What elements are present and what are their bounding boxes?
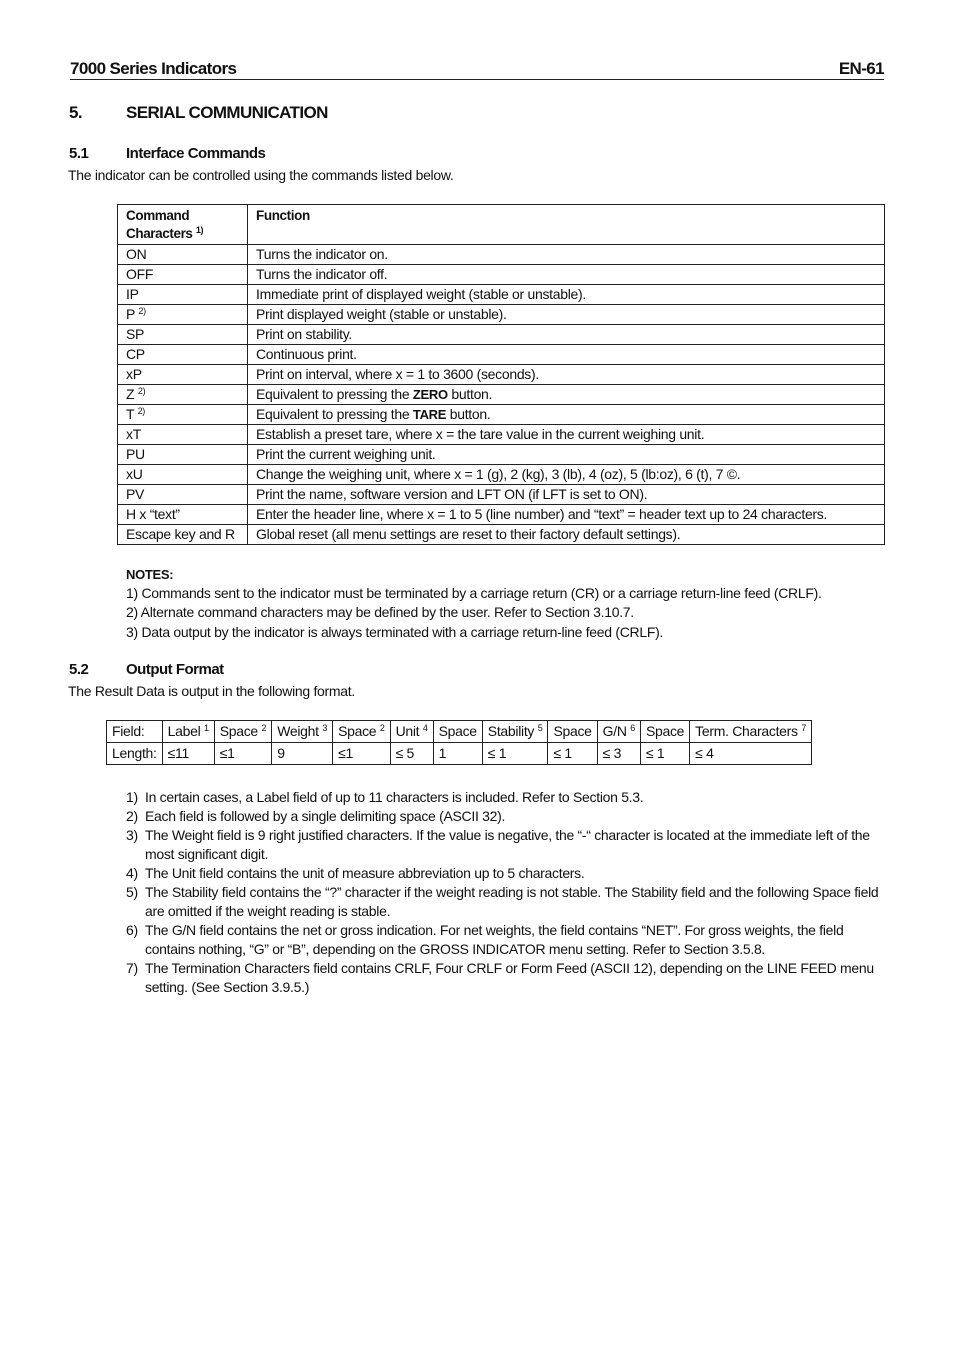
format-length-cell: ≤ 4 [690,743,812,765]
format-length-cell: 9 [272,743,333,765]
footnote-marker: 2) [137,406,145,416]
command-characters: Escape key and R [126,526,235,542]
function-cell [248,505,885,525]
table-row [118,325,885,345]
format-field-label: Weight [277,723,319,739]
format-field-label: G/N [602,723,627,739]
function-cell [248,465,885,485]
note-item: 1) Commands sent to the indicator must be terminated by a carriage return (CR) or a carriage return-line feed (CRLF). [126,585,822,601]
command-characters: SP [126,326,145,342]
function-description: Turns the indicator off. [256,266,388,282]
function-description: Equivalent to pressing the [256,406,410,422]
format-footnotes [126,788,886,997]
footnote-marker: 2) [138,306,146,316]
footnote-number: 3) [126,827,138,843]
footnote-item [126,864,886,883]
notes-heading [126,565,173,585]
button-keyword: TARE [412,407,447,422]
footnote-number: 1) [126,789,138,805]
function-cell [248,245,885,265]
function-description: Print the name, software version and LFT ON (if LFT is set to ON). [256,486,648,502]
table-row [118,405,885,425]
button-keyword: ZERO [412,387,448,402]
format-length-cell: ≤ 1 [482,743,548,765]
function-cell [248,405,885,425]
footnote-number: 5) [126,884,138,900]
format-length-cell: 1 [433,743,482,765]
function-cell [248,365,885,385]
table-row [118,525,885,545]
subsection-number: 5.1 [69,145,89,162]
function-description: Global reset (all menu settings are reset to their factory default settings). [256,526,681,542]
format-length-cell: ≤ 1 [640,743,689,765]
footnote-item [126,959,886,997]
format-length-cell: ≤ 3 [597,743,640,765]
table-row [118,445,885,465]
footnote-text: The Termination Characters field contains CRLF, Four CRLF or Form Feed (ASCII 12), depending on the LINE FEED menu setting. (See Section 3.9.5.) [145,960,874,995]
footnote-number: 6) [126,922,138,938]
running-header [70,58,884,80]
command-cell [118,445,248,465]
function-description: Enter the header line, where x = 1 to 5 (line number) and “text” = header text up to 24 characters. [256,506,828,522]
section-heading [69,103,328,123]
footnote-text: The Unit field contains the unit of measure abbreviation up to 5 characters. [145,865,585,881]
function-description: Print on interval, where x = 1 to 3600 (seconds). [256,366,539,382]
section-number: 5. [69,103,82,122]
function-cell [248,305,885,325]
function-description: Print the current weighing unit. [256,446,436,462]
format-length-cell: ≤1 [214,743,272,765]
command-cell [118,465,248,485]
format-field-label: Space [553,723,592,739]
format-length-cell: ≤ 5 [390,743,433,765]
function-description: Print on stability. [256,326,352,342]
command-characters: PV [126,486,145,502]
format-field-cell [482,721,548,743]
section-title: SERIAL COMMUNICATION [126,103,328,122]
footnote-marker: 5 [537,723,543,733]
format-length-cell: Length: [107,743,163,765]
command-cell [118,345,248,365]
format-field-label: Field: [112,723,145,739]
footnote-item [126,921,886,959]
footnote-text: Each field is followed by a single delimiting space (ASCII 32). [145,808,506,824]
table-row [118,365,885,385]
subsection-heading-5-1 [69,145,265,162]
format-field-label: Term. Characters [695,723,798,739]
output-format-intro: The Result Data is output in the following format. [68,683,355,699]
subsection-title: Interface Commands [126,145,266,162]
table-row [118,485,885,505]
footnote-item [126,826,886,864]
format-field-label: Space [438,723,477,739]
manual-title: 7000 Series Indicators [70,59,237,78]
field-row [107,721,812,743]
format-field-cell [214,721,272,743]
footnote-number: 4) [126,865,138,881]
format-length-cell: ≤1 [333,743,391,765]
table-row [118,345,885,365]
command-cell [118,365,248,385]
output-format-table [106,720,812,765]
footnote-marker: 1) [195,225,204,235]
note-item: 2) Alternate command characters may be defined by the user. Refer to Section 3.10.7. [126,604,634,621]
table-header-row [118,205,885,245]
table-row [118,285,885,305]
footnote-marker: 4 [422,723,428,733]
subsection-title: Output Format [126,661,224,678]
function-description-end: button. [451,386,493,402]
format-field-label: Space [338,723,377,739]
table-row [118,385,885,405]
subsection-number: 5.2 [69,661,89,678]
command-cell [118,265,248,285]
function-cell [248,325,885,345]
command-characters: H x “text” [126,506,180,522]
note-item: 3) Data output by the indicator is always terminated with a carriage return-line feed (CRLF). [126,623,664,640]
footnote-item [126,883,886,921]
function-description: Immediate print of displayed weight (stable or unstable). [256,286,586,302]
function-description: Equivalent to pressing the [256,386,410,402]
notes-title: NOTES: [126,567,174,582]
function-description: Establish a preset tare, where x = the tare value in the current weighing unit. [256,426,705,442]
function-description: Continuous print. [256,346,357,362]
table-row [118,305,885,325]
command-cell [118,305,248,325]
function-cell [248,525,885,545]
footnote-marker: 1 [203,723,209,733]
interface-commands-table [117,204,885,545]
command-characters: OFF [126,266,154,282]
footnote-number: 7) [126,960,138,976]
format-field-label: Unit [395,723,420,739]
command-characters: Z [126,386,135,402]
table-row [118,465,885,485]
notes-list [126,584,886,642]
footnote-text: The Stability field contains the “?” character if the weight reading is not stable. The Stability field and the following Space field are omitted if the weight reading is stable. [145,884,879,919]
commands-table-body [118,245,885,545]
footnote-text: In certain cases, a Label field of up to 11 characters is included. Refer to Section 5.3. [145,789,644,805]
function-cell [248,485,885,505]
format-field-cell [548,721,597,743]
table-row [118,265,885,285]
page-number: EN-61 [838,59,884,78]
function-description-end: button. [449,406,491,422]
format-field-label: Stability [487,723,535,739]
footnote-marker: 2 [261,723,267,733]
format-field-cell [107,721,163,743]
table-row [118,505,885,525]
function-cell [248,385,885,405]
footnote-item [126,807,886,826]
function-description: Change the weighing unit, where x = 1 (g), 2 (kg), 3 (lb), 4 (oz), 5 (lb:oz), 6 (t), 7 ©. [256,466,741,482]
command-characters: xU [126,466,143,482]
command-cell [118,425,248,445]
command-cell [118,285,248,305]
footnote-marker: 6 [630,723,635,733]
function-description: Turns the indicator on. [256,246,388,262]
command-characters: P [126,306,135,322]
command-characters: xT [126,426,141,442]
function-cell [248,445,885,465]
column-header-function: Function [248,205,885,245]
command-cell [118,505,248,525]
column-header-command [118,205,248,245]
table-row [118,245,885,265]
command-cell [118,405,248,425]
command-cell [118,385,248,405]
footnote-number: 2) [126,808,138,824]
format-field-label: Label [167,723,201,739]
footnote-marker: 2) [137,386,146,396]
format-field-cell [433,721,482,743]
command-cell [118,325,248,345]
column-header-command-line1: Command [126,208,190,223]
table-row [118,425,885,445]
subsection-heading-5-2 [69,661,224,678]
format-field-cell [390,721,433,743]
footnote-marker: 3 [322,723,328,733]
intro-paragraph: The indicator can be controlled using the commands listed below. [68,167,454,183]
format-field-cell [690,721,812,743]
function-cell [248,425,885,445]
function-description: Print displayed weight (stable or unstable). [256,306,507,322]
command-cell [118,245,248,265]
function-cell [248,285,885,305]
footnote-text: The G/N field contains the net or gross indication. For net weights, the field contains “NET”. For gross weights, the field contains nothing, “G” or “B”, depending on the GROSS INDICATOR menu setting. Refer to Section 3.5.8. [145,922,844,957]
footnote-text: The Weight field is 9 right justified characters. If the value is negative, the “-“ character is located at the immediate left of the most significant digit. [145,827,870,862]
format-field-label: Space [645,723,685,739]
command-cell [118,525,248,545]
command-characters: xP [126,366,142,382]
format-field-cell [640,721,689,743]
command-cell [118,485,248,505]
function-cell [248,345,885,365]
footnote-item [126,788,886,807]
format-field-cell [333,721,391,743]
command-characters: ON [126,246,147,262]
footnote-marker: 2 [379,723,385,733]
length-row [107,743,812,765]
format-field-cell [162,721,214,743]
format-length-cell: ≤ 1 [548,743,597,765]
format-field-cell [272,721,333,743]
format-length-cell: ≤11 [162,743,214,765]
column-header-command-line2: Characters [126,226,193,241]
function-cell [248,265,885,285]
format-field-cell [597,721,640,743]
footnote-marker: 7 [801,723,807,733]
command-characters: PU [126,446,145,462]
command-characters: IP [126,286,139,302]
command-characters: CP [126,346,145,362]
command-characters: T [126,406,134,422]
format-field-label: Space [219,723,258,739]
